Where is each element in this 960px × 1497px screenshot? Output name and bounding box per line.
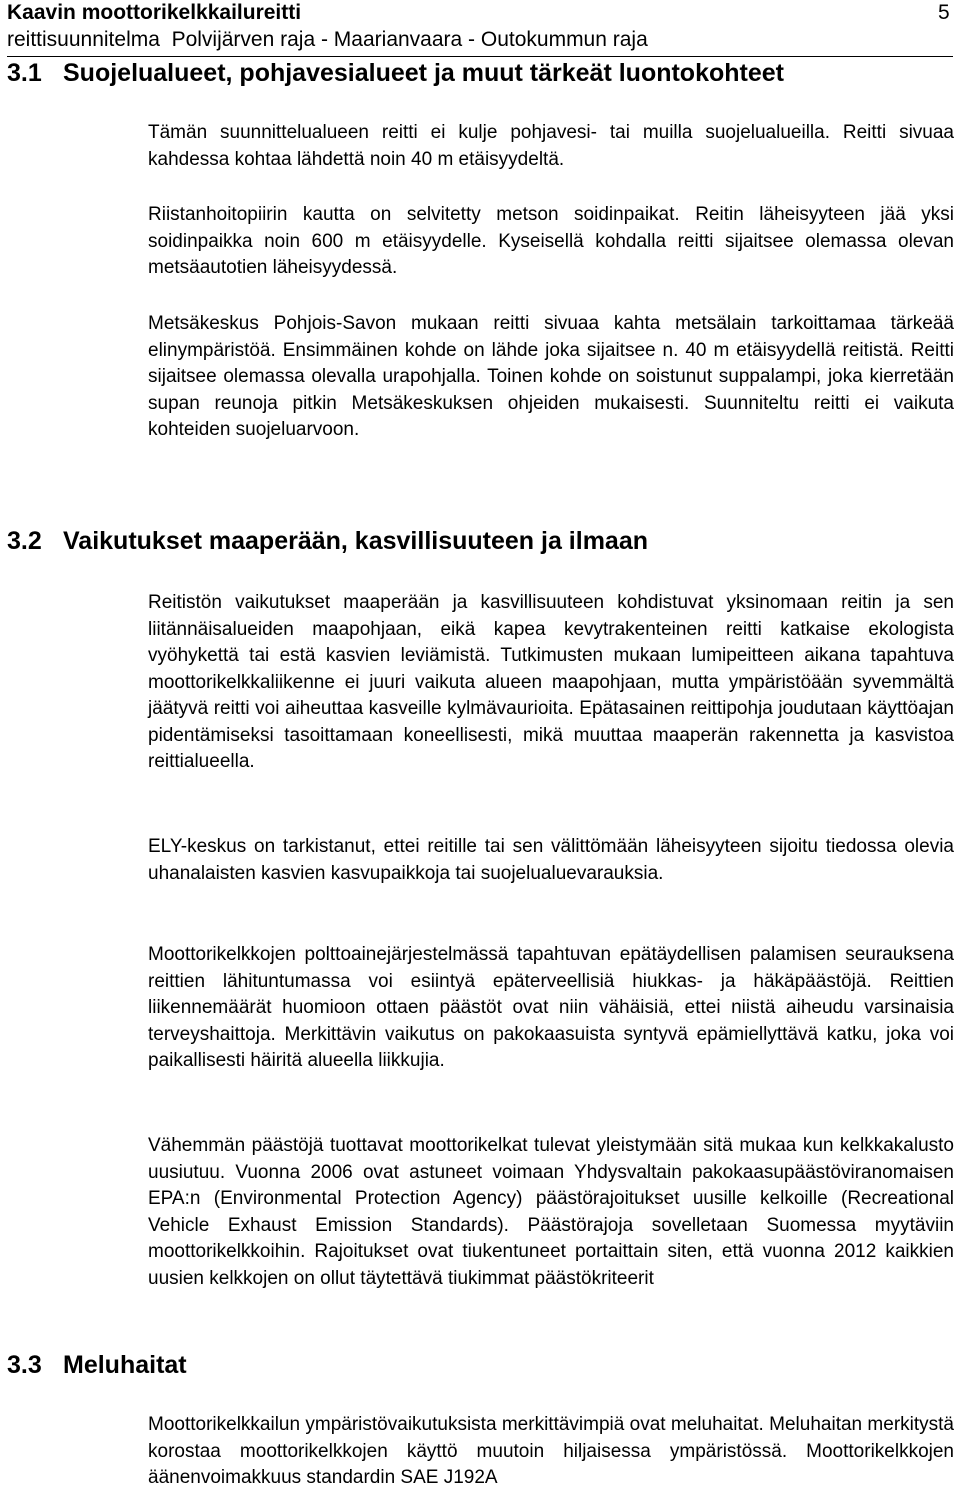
section-heading-3-2: [7, 526, 648, 556]
paragraph: Reitistön vaikutukset maaperään ja kasvillisuuteen kohdistuvat yksinomaan reitin ja sen liitännäisalueiden maapohjaan, eikä kapea kevytrakenteinen reitti katkaise ekologista vyöhykettä tai estä kasvien leviämistä. Tutkimusten mukaan lumipeitteen aikana tapahtuva moottorikelkkaliikenne ei juuri vaikuta alueen maapohjaan, mutta ympäristöään syvemmältä jäätyvä reitti voi aiheuttaa kasveille kylmävaurioita. Epätasainen reittipohja joudutaan käyttöajan pidentämiseksi tasoittamaan koneellisesti, mikä muuttaa maaperän rakennetta ja kasvistoa reittialueella.: [148, 592, 954, 772]
paragraph: Metsäkeskus Pohjois-Savon mukaan reitti sivuaa kahta metsälain tarkoittamaa tärkeää elinympäristöä. Ensimmäinen kohde on lähde joka sijaitsee n. 40 m etäisyydellä reitistä. Reitti sijaitsee olemassa olevalla urapohjalla. Toinen kohde on soistunut suppalampi, joka kierretään supan reunoja pitkin Metsäkeskuksen ohjeiden mukaisesti. Suunniteltu reitti ei vaikuta kohteiden suojeluarvoon.: [148, 313, 954, 440]
section-heading-3-3: [7, 1350, 187, 1380]
section-heading-3-1: [7, 58, 784, 88]
section-title: Vaikutukset maaperään, kasvillisuuteen ja ilmaan: [63, 527, 648, 555]
section-number: 3.2: [7, 527, 42, 555]
paragraph: Riistanhoitopiirin kautta on selvitetty metson soidinpaikat. Reitin läheisyyteen jää yksi soidinpaikka noin 600 m etäisyydelle. Kyseisellä kohdalla reitti sijaitsee olemassa olevan metsäautotien läheisyydessä.: [148, 204, 954, 278]
paragraph: Vähemmän päästöjä tuottavat moottorikelkat tulevat yleistymään sitä mukaa kun kelkkakalusto uusiutuu. Vuonna 2006 ovat astuneet voimaan Yhdysvaltain pakokaasupäästöviranomaisen EPA:n (Environmental Protection Agency) päästörajoitukset uusille kelkoille (Recreational Vehicle Exhaust Emission Standards). Päästörajoja sovelletaan Suomessa myytäviin moottorikelkkoihin. Rajoitukset ovat tiukentuneet portaittain siten, että vuonna 2012 kaikkien uusien kelkkojen on ollut täytettävä tiukimmat päästökriteerit: [148, 1135, 954, 1289]
document-subtitle: reittisuunnitelma Polvijärven raja - Maarianvaara - Outokummun raja: [7, 28, 648, 51]
header-divider: [7, 56, 953, 57]
paragraph: Moottorikelkkojen polttoainejärjestelmässä tapahtuvan epätäydellisen palamisen seurauksena reittien lähituntumassa voi esiintyä epäterveellisiä hiukkas- ja häkäpäästöjä. Reittien liikennemäärät huomioon ottaen päästöt ovat niin vähäisiä, ettei niistä aiheudu varsinaisia terveyshaittoja. Merkittävin vaikutus on pakokaasuista syntyvä epämiellyttävä katku, joka voi paikallisesti häiritä alueella liikkujia.: [148, 944, 954, 1071]
paragraph: ELY-keskus on tarkistanut, ettei reitille tai sen välittömään läheisyyteen sijoitu tiedossa olevia uhanalaisten kasvien kasvupaikkoja tai suojelualuevarauksia.: [148, 836, 954, 884]
section-title: Meluhaitat: [63, 1351, 187, 1379]
section-number: 3.1: [7, 59, 42, 87]
paragraph: Tämän suunnittelualueen reitti ei kulje pohjavesi- tai muilla suojelualueilla. Reitti sivuaa kahdessa kohtaa lähdettä noin 40 m etäisyydeltä.: [148, 122, 954, 170]
paragraph: Moottorikelkkailun ympäristövaikutuksista merkittävimpiä ovat meluhaitat. Meluhaitan merkitystä korostaa moottorikelkkojen käyttö muutoin hiljaisessa ympäristössä. Moottorikelkkojen äänenvoimakkuus standardin SAE J192A: [148, 1414, 954, 1488]
page-number: 5: [938, 1, 950, 24]
section-title: Suojelualueet, pohjavesialueet ja muut tärkeät luontokohteet: [63, 59, 784, 87]
section-number: 3.3: [7, 1351, 42, 1379]
document-title: Kaavin moottorikelkkailureitti: [7, 1, 302, 24]
